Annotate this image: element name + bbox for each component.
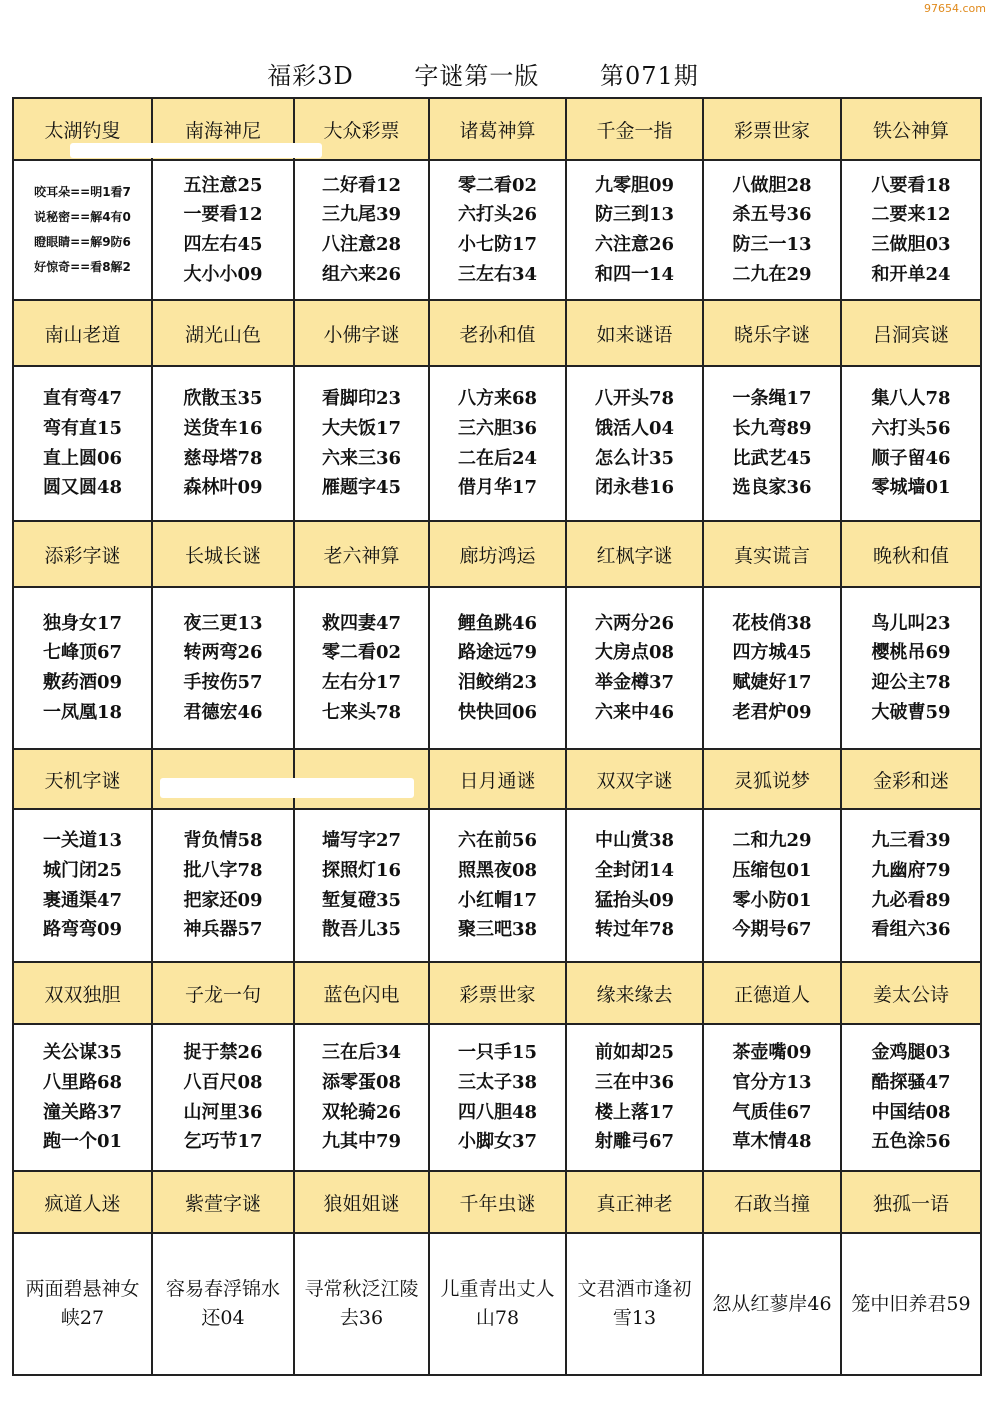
- expert-name-cell: 南山老道: [13, 300, 152, 366]
- riddle-cell: [703, 1233, 841, 1375]
- expert-name-cell: 南海神尼: [152, 98, 294, 160]
- riddle-line: 六来中46: [594, 701, 675, 723]
- expert-name-cell: 缘来缘去: [566, 962, 703, 1024]
- riddle-line: 送货车16: [183, 417, 263, 439]
- expert-name-cell: 如来谜语: [566, 300, 703, 366]
- riddle-line: 选良家36: [732, 477, 812, 499]
- riddle-cell: [703, 366, 841, 521]
- riddle-cell: [429, 1233, 566, 1375]
- riddle-row: [13, 1233, 981, 1375]
- riddle-line: 七来头78: [321, 701, 402, 723]
- riddle-line: 前如却25: [594, 1042, 675, 1064]
- riddle-line: 背负情58: [183, 830, 263, 852]
- riddle-cell: [429, 1024, 566, 1171]
- riddle-line: 集八人78: [871, 388, 951, 410]
- riddle-line: 杀五号36: [732, 204, 812, 226]
- expert-name-cell: 晓乐字谜: [703, 300, 841, 366]
- riddle-line: 九零胆09: [594, 174, 675, 196]
- riddle-line: 三在中36: [594, 1071, 675, 1093]
- riddle-line: 小红帽17: [457, 889, 538, 911]
- riddle-cell: [841, 809, 981, 962]
- expert-name-cell: 小佛字谜: [294, 300, 429, 366]
- riddle-line: 零小防01: [732, 889, 812, 911]
- riddle-cell: [703, 587, 841, 749]
- riddle-line: 夜三更13: [183, 612, 263, 634]
- riddle-line: 小七防17: [457, 234, 538, 255]
- riddle-line: 老君炉09: [732, 701, 812, 723]
- riddle-line: 雁题字45: [321, 477, 402, 499]
- riddle-line: 八做胆28: [732, 174, 812, 196]
- riddle-line: 赋婕好17: [732, 672, 812, 693]
- riddle-line: 樱桃吊69: [871, 642, 951, 664]
- riddle-cell: [152, 1024, 294, 1171]
- riddle-line: 草木情48: [732, 1131, 812, 1153]
- riddle-line: 独身女17: [42, 612, 123, 634]
- riddle-cell: [13, 366, 152, 521]
- riddle-line: 二九在29: [732, 263, 812, 285]
- riddle-line: 猛抬头09: [594, 889, 675, 911]
- riddle-line: 三在后34: [321, 1042, 402, 1064]
- riddle-line: 城门闭25: [42, 859, 123, 881]
- expert-name-cell: 千年虫谜: [429, 1171, 566, 1233]
- riddle-cell: [13, 1024, 152, 1171]
- riddle-line: 森林叶09: [183, 477, 263, 499]
- riddle-line: 一凤凰18: [42, 701, 123, 723]
- riddle-cell: [703, 809, 841, 962]
- riddle-line: 三太子38: [457, 1071, 538, 1093]
- riddle-line: 举金樽37: [594, 672, 675, 693]
- riddle-line: 裹通渠47: [42, 889, 123, 911]
- riddle-line: 鸟儿叫23: [871, 612, 951, 634]
- expert-name-cell: 彩票世家: [429, 962, 566, 1024]
- riddle-line: 大小小09: [183, 263, 263, 285]
- expert-name-cell: 真实谎言: [703, 521, 841, 587]
- expert-name-cell: 石敢当撞: [703, 1171, 841, 1233]
- riddle-line: 看组六36: [871, 919, 951, 941]
- riddle-line: 君德宏46: [183, 701, 263, 723]
- riddle-cell: [294, 160, 429, 300]
- riddle-line: 一只手15: [457, 1042, 538, 1064]
- riddle-line: 聚三吧38: [457, 919, 538, 941]
- riddle-line: 三做胆03: [871, 234, 951, 255]
- title-lottery: 福彩3D: [267, 62, 354, 90]
- riddle-line: 六来三36: [321, 447, 402, 469]
- expert-name-cell: 廊坊鸿运: [429, 521, 566, 587]
- riddle-line: 寻常秋泛江陵: [304, 1278, 419, 1300]
- riddle-line: 救四妻47: [321, 612, 402, 634]
- riddle-line: 小脚女37: [457, 1131, 538, 1153]
- riddle-line: 八注意28: [321, 234, 402, 255]
- riddle-cell: [429, 587, 566, 749]
- riddle-line: 一条绳17: [732, 388, 812, 410]
- expert-name-cell: 晚秋和值: [841, 521, 981, 587]
- riddle-cell: [566, 1233, 703, 1375]
- riddle-line: 七峰顶67: [42, 642, 123, 664]
- riddle-line: 官分方13: [732, 1071, 812, 1093]
- riddle-line: 把家还09: [183, 889, 263, 911]
- riddle-line: 酷探骚47: [871, 1071, 951, 1093]
- expert-name-cell: 姜太公诗: [841, 962, 981, 1024]
- riddle-cell: [566, 160, 703, 300]
- riddle-line: 雪13: [612, 1307, 657, 1329]
- riddle-line: 山78: [475, 1307, 520, 1329]
- expert-name-cell: 老六神算: [294, 521, 429, 587]
- riddle-row: [13, 160, 981, 300]
- riddle-line: 长九弯89: [732, 417, 812, 439]
- riddle-cell: [294, 1024, 429, 1171]
- riddle-line: 转过年78: [594, 919, 675, 941]
- riddle-line: 添零蛋08: [321, 1071, 402, 1093]
- riddle-line: 三左右34: [457, 263, 538, 285]
- riddle-line: 防三到13: [594, 204, 675, 226]
- riddle-line: 容易春浮锦水: [165, 1278, 280, 1300]
- riddle-line: 泪鲛绡23: [457, 672, 538, 693]
- title-edition: 字谜第一版: [414, 62, 540, 90]
- title-issue: 第071期: [599, 62, 699, 90]
- riddle-line: 中国结08: [871, 1101, 951, 1123]
- riddle-line: 四左右45: [183, 234, 263, 255]
- expert-name-cell: 长城长谜: [152, 521, 294, 587]
- riddle-line: 鲤鱼跳46: [457, 612, 538, 634]
- riddle-line: 五色涂56: [871, 1131, 951, 1153]
- riddle-line: 两面碧悬神女: [25, 1278, 140, 1300]
- riddle-row: [13, 1024, 981, 1171]
- expert-name-cell: 疯道人迷: [13, 1171, 152, 1233]
- riddle-line: 茶壶嘴09: [732, 1042, 812, 1064]
- riddle-line: 慈母塔78: [183, 447, 263, 469]
- riddle-line: 关公谋35: [42, 1042, 123, 1064]
- expert-name-cell: 蓝色闪电: [294, 962, 429, 1024]
- riddle-line: 六两分26: [594, 612, 675, 634]
- riddle-line: 借月华17: [457, 477, 538, 499]
- expert-name-cell: 真正神老: [566, 1171, 703, 1233]
- riddle-line: 九三看39: [871, 830, 951, 852]
- riddle-cell: [703, 1024, 841, 1171]
- riddle-line: 跑一个01: [42, 1131, 123, 1153]
- expert-name-cell: 大众彩票: [294, 98, 429, 160]
- expert-name-cell: 正德道人: [703, 962, 841, 1024]
- riddle-line: 弯有直15: [42, 417, 123, 439]
- riddle-line: 还04: [201, 1307, 245, 1329]
- header-row: [13, 1171, 981, 1233]
- riddle-cell: [703, 160, 841, 300]
- riddle-row: [13, 587, 981, 749]
- riddle-line: 四方城45: [732, 642, 812, 664]
- riddle-line: 八开头78: [594, 388, 675, 410]
- riddle-line: 乞巧节17: [183, 1131, 263, 1153]
- riddle-row: [13, 366, 981, 521]
- riddle-cell: [429, 809, 566, 962]
- riddle-line: 八里路68: [42, 1071, 123, 1093]
- riddle-line: 快快回06: [457, 701, 538, 723]
- riddle-line: 转两弯26: [183, 642, 263, 664]
- riddle-line: 全封闭14: [594, 859, 675, 881]
- redaction-patch: [70, 143, 322, 158]
- riddle-cell: [152, 1233, 294, 1375]
- riddle-line: 六打头26: [457, 204, 538, 226]
- riddle-line: 三六胆36: [457, 417, 538, 439]
- expert-name-cell: 湖光山色: [152, 300, 294, 366]
- riddle-cell: [152, 587, 294, 749]
- riddle-line: 防三一13: [732, 234, 812, 255]
- riddle-line: 花枝俏38: [732, 612, 812, 634]
- riddle-line: 二和九29: [732, 830, 812, 852]
- riddle-line: 零二看02: [321, 642, 402, 664]
- riddle-line: 四八胆48: [457, 1101, 538, 1123]
- riddle-line: 散吾儿35: [321, 919, 402, 941]
- riddle-line: 六在前56: [457, 830, 538, 852]
- riddle-line: 今期号67: [732, 919, 812, 941]
- riddle-cell: [152, 160, 294, 300]
- riddle-line: 去36: [339, 1307, 384, 1329]
- riddle-line: 二要来12: [871, 204, 951, 226]
- riddle-line: 双轮骑26: [321, 1101, 402, 1123]
- expert-name-cell: 天机字谜: [13, 749, 152, 809]
- riddle-line: 怎么计35: [594, 447, 675, 469]
- header-row: [13, 300, 981, 366]
- riddle-line: 墙写字27: [321, 830, 402, 852]
- riddle-line: 堑复磴35: [321, 889, 402, 911]
- expert-name-cell: 灵狐说梦: [703, 749, 841, 809]
- riddle-line: 二好看12: [321, 174, 402, 196]
- riddle-line: 儿重青出丈人: [440, 1278, 555, 1300]
- riddle-cell: [841, 160, 981, 300]
- riddle-cell: [294, 1233, 429, 1375]
- riddle-line: 零城墙01: [871, 477, 951, 499]
- riddle-cell: [152, 366, 294, 521]
- riddle-line: 左右分17: [321, 672, 402, 693]
- expert-name-cell: 吕洞宾谜: [841, 300, 981, 366]
- riddle-cell: [429, 366, 566, 521]
- riddle-cell: [152, 809, 294, 962]
- riddle-line: 探照灯16: [321, 859, 402, 881]
- expert-name-cell: 狼姐姐谜: [294, 1171, 429, 1233]
- header-row: [13, 521, 981, 587]
- riddle-line: 楼上落17: [594, 1101, 675, 1123]
- riddle-line: 直上圆06: [42, 447, 123, 469]
- riddle-line: 峡27: [60, 1307, 105, 1329]
- riddle-line: 气质佳67: [732, 1101, 812, 1123]
- riddle-line: 咬耳朵==明1看7: [34, 185, 131, 199]
- riddle-line: 好惊奇==看8解2: [34, 260, 131, 274]
- riddle-cell: [841, 587, 981, 749]
- riddle-line: 迎公主78: [871, 672, 951, 693]
- expert-name-cell: 老孙和值: [429, 300, 566, 366]
- riddle-line: 六打头56: [871, 417, 951, 439]
- expert-name-cell: 红枫字谜: [566, 521, 703, 587]
- riddle-line: 笼中旧养君59: [851, 1292, 971, 1315]
- expert-name-cell: 太湖钓叟: [13, 98, 152, 160]
- riddle-line: 闭永巷16: [594, 477, 675, 499]
- riddle-row: [13, 809, 981, 962]
- riddle-cell: [841, 1024, 981, 1171]
- riddle-line: 忽从红蓼岸46: [712, 1292, 832, 1315]
- riddle-line: 大破曹59: [871, 701, 951, 723]
- riddle-line: 捉于禁26: [183, 1042, 263, 1064]
- riddle-line: 欣散玉35: [183, 388, 263, 410]
- riddle-cell: [566, 587, 703, 749]
- riddle-cell: [13, 160, 152, 300]
- expert-name-cell: 诸葛神算: [429, 98, 566, 160]
- riddle-line: 零二看02: [457, 174, 538, 196]
- riddle-line: 八百尺08: [183, 1071, 263, 1093]
- riddle-line: 大房点08: [594, 642, 675, 664]
- riddle-line: 照黑夜08: [457, 859, 538, 881]
- riddle-line: 一关道13: [42, 830, 123, 852]
- riddle-line: 和四一14: [594, 263, 675, 285]
- riddle-line: 敷药酒09: [42, 672, 123, 693]
- riddle-line: 二在后24: [457, 447, 538, 469]
- riddle-cell: [566, 1024, 703, 1171]
- riddle-line: 五注意25: [183, 174, 263, 196]
- redaction-patch: [160, 778, 414, 798]
- riddle-cell: [566, 366, 703, 521]
- riddle-line: 饿活人04: [594, 417, 675, 439]
- riddle-line: 九幽府79: [871, 859, 951, 881]
- riddle-line: 路途远79: [457, 642, 538, 664]
- expert-name-cell: 子龙一句: [152, 962, 294, 1024]
- header-row: [13, 749, 981, 809]
- expert-name-cell: 添彩字谜: [13, 521, 152, 587]
- riddle-cell: [841, 366, 981, 521]
- riddle-line: 射雕弓67: [594, 1131, 675, 1153]
- riddle-line: 压缩包01: [732, 859, 812, 881]
- expert-name-cell: 日月通谜: [429, 749, 566, 809]
- riddle-line: 批八字78: [183, 859, 263, 881]
- riddle-cell: [13, 587, 152, 749]
- expert-name-cell: 独孤一语: [841, 1171, 981, 1233]
- riddle-line: 瞪眼睛==解9防6: [34, 235, 131, 249]
- riddle-line: 直有弯47: [42, 388, 123, 410]
- riddle-line: 看脚印23: [321, 388, 402, 410]
- riddle-line: 文君酒市逢初: [577, 1278, 692, 1300]
- riddle-line: 八方来68: [457, 388, 538, 410]
- riddle-cell: [294, 366, 429, 521]
- expert-name-cell: 千金一指: [566, 98, 703, 160]
- expert-name-cell: 彩票世家: [703, 98, 841, 160]
- riddle-cell: [294, 587, 429, 749]
- riddle-line: 潼关路37: [42, 1101, 123, 1123]
- riddle-cell: [429, 160, 566, 300]
- riddle-line: 和开单24: [871, 263, 951, 285]
- riddle-line: 一要看12: [183, 204, 263, 226]
- riddle-line: 三九尾39: [321, 204, 402, 226]
- riddle-line: 顺子留46: [871, 447, 951, 469]
- riddle-line: 神兵器57: [183, 919, 263, 941]
- expert-name-cell: 紫萱字谜: [152, 1171, 294, 1233]
- riddle-cell: [566, 809, 703, 962]
- riddle-line: 比武艺45: [732, 447, 812, 469]
- riddle-cell: [13, 809, 152, 962]
- riddle-cell: [13, 1233, 152, 1375]
- riddle-line: 路弯弯09: [42, 919, 123, 941]
- riddle-line: 九必看89: [871, 889, 951, 911]
- riddle-table: [12, 97, 982, 1376]
- header-row: [13, 962, 981, 1024]
- riddle-line: 大夫饭17: [321, 417, 402, 439]
- expert-name-cell: 铁公神算: [841, 98, 981, 160]
- riddle-line: 山河里36: [183, 1101, 263, 1123]
- riddle-line: 手按伤57: [183, 672, 263, 693]
- riddle-line: 八要看18: [871, 174, 951, 196]
- expert-name-cell: 双双独胆: [13, 962, 152, 1024]
- riddle-line: 中山赏38: [594, 830, 675, 852]
- riddle-line: 九其中79: [321, 1131, 402, 1153]
- riddle-line: 六注意26: [594, 234, 675, 255]
- riddle-line: 金鸡腿03: [871, 1042, 951, 1064]
- riddle-line: 说秘密==解4有0: [34, 210, 131, 224]
- riddle-cell: [294, 809, 429, 962]
- riddle-line: 圆又圆48: [42, 477, 123, 499]
- riddle-line: 组六来26: [321, 263, 402, 285]
- site-watermark: 97654.com: [924, 2, 986, 15]
- riddle-cell: [841, 1233, 981, 1375]
- expert-name-cell: 双双字谜: [566, 749, 703, 809]
- page-title: [0, 56, 992, 92]
- expert-name-cell: 金彩和迷: [841, 749, 981, 809]
